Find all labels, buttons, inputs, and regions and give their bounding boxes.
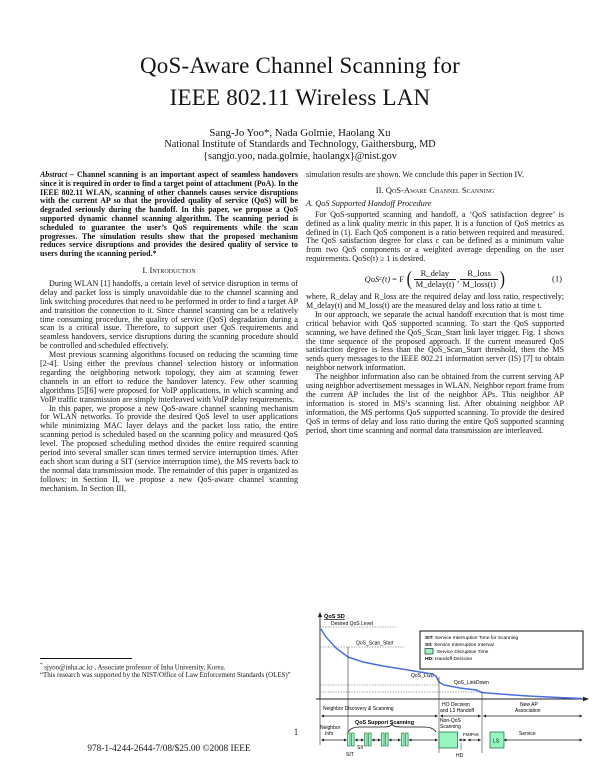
desired-qos-level-label: Desired QoS Level [331, 621, 373, 627]
abstract [40, 171, 298, 259]
section2a-paragraph-3: In our approach, we separate the actual handoff execution that is most time critical behavior with QoS supported scanning. To start the QoS supported scanning, we have defined the QoS_Scan_Start link layer trigger. Fig. 1 shows the time sequence of the proposed approach. If the current measured QoS satisfaction degree is less than the QoS_Scan_Start threshold, then the MS sends query messages to the IEEE 802.21 information server (IS) [7] to obtain neighbor network information. [306, 309, 564, 373]
legend-green-swatch [425, 649, 433, 655]
section2a-paragraph-4: The neighbor information also can be obtained from the current serving AP using neighbor advertisement messages in WLAN. Neighbor report frame from the current AP includes the list of the neighbor APs. This neighbor AP information is stored in MS’s scanning list. After obtaining neighbor AP information, the MS performs QoS supported scanning. To provide the desired QoS in terms of delay and loss ratio during the entire QoS supported scanning period, short time scanning and normal data transmission are interleaved. [306, 372, 564, 435]
footnote-rule [40, 658, 132, 659]
figure-1-svg [308, 607, 594, 773]
fraction-loss [460, 269, 497, 289]
qos-linkdown-label: QoS_LinkDown [454, 680, 489, 686]
equation-number: (1) [551, 273, 562, 284]
svg-text:HD: Handoff Decision: HD: Handoff Decision [425, 657, 473, 662]
author-block [0, 127, 600, 162]
hd-label: HD [456, 753, 464, 759]
abstract-text: Channel scanning is an important aspect of seamless handovers since it is required in order to find a target point of attachment (PoA). In the IEEE 802.11 WLAN, scanning of other channels causes service disruptions with the current AP so that the provided quality of service (QoS) will be degraded seriously during the handoff. In this paper, we propose a QoS supported dynamic channel scanning algorithm. The scanning period is scheduled to guarantee the user’s QoS requirements while the scan progresses. The simulation results show that the proposed mechanism reduces service disruptions and provides the desired quality of service to users during the scanning period.* [40, 170, 298, 259]
fraction-delay [414, 268, 460, 290]
phase3-label-a: New AP [520, 702, 538, 708]
footnote-line-2: “This research was supported by the NIST/Office of Law Enforcement Standards (OLES)” [40, 672, 291, 680]
equation-subscript: c [379, 275, 382, 282]
svg-text:SIT: Service Interruption Time: SIT: Service Interruption Time for Scanning [425, 636, 519, 641]
page-number: 1 [293, 727, 299, 737]
section2a-paragraph-1: For QoS-supported scanning and handoff, a ‘QoS satisfaction degree’ is defined as a link quality metric in this paper. It is a function of QoS metrics as defined in (1). Each QoS component is a ratio between required and measured. The QoS satisfaction degree for class c can be defined as a minimum value from two QoS components or a weighted average depending on the user requirements. QoSc(t) ≥ 1 is desired. [306, 209, 564, 264]
intro-paragraph-1: During WLAN [1] handoffs, a certain level of service disruption in terms of delay and packet loss is simply unavoidable due to the channel scanning and link switching procedures that need to be performed in order to find a target AP and transition the connection to it. Since channel scanning can be a relatively time consuming procedure, the quality of service (QoS) degradation during a scan is a critical issue. Therefore, to support user QoS requirements and seamless handovers, service disruptions during the scanning procedure should be controlled and scheduled effectively. [40, 278, 298, 351]
fmipv6-label: FMIPv6 [463, 732, 479, 737]
sii-label: SII [357, 745, 364, 751]
fraction-loss-numerator: R_loss [467, 268, 491, 279]
copyright-notice: 978-1-4244-2644-7/08/$25.00 ©2008 IEEE [87, 744, 251, 754]
y-axis-label [324, 614, 345, 620]
equation-comma: , [457, 273, 460, 284]
left-column [40, 171, 298, 494]
svg-text:SII: Service Interruption Inte: SII: Service Interruption Interval [425, 643, 494, 648]
right-column [306, 171, 564, 435]
non-qos-scanning-box [439, 732, 458, 748]
title-line-1: QoS-Aware Channel Scanning for [139, 53, 461, 78]
emails: {sangjo.yoo, nada.golmie, haolangx}@nist.gov [203, 150, 397, 162]
sit-label: SIT [346, 752, 354, 758]
neighbor-info-label-b: Info [325, 731, 334, 737]
footnote-line-1: sjyoo@inha.ac.kr , Associate professor of Inha University, Korea. [42, 664, 226, 672]
figure-legend [420, 631, 583, 669]
section2a-paragraph-2: where, R_delay and R_loss are the required delay and loss ratio, respectively; M_delay(t) and M_loss(t) are the measured delay and loss ratio at time t. [306, 291, 564, 310]
abstract-label: Abstract – [40, 170, 75, 179]
equation-lhs: QoS [364, 273, 380, 284]
intro-paragraph-3: In this paper, we propose a new QoS-aware channel scanning mechanism for WLAN networks. To provide the desired QoS level to user applications while minimizing MAC layer delays and the packet loss ratio, the entire scanning period is scheduled based on the scanning policy and measured QoS level. The proposed scheduling method divides the entire required scanning period into several smaller scan times termed service interruption times. After each short scan during a SIT (service interruption time), the MS reverts back to the normal data transmission mode. The remainder of this paper is organized as follows: in Section II, we propose a new QoS-aware channel scanning mechanism. In Section III, [40, 403, 298, 493]
footnote-block [40, 658, 298, 680]
continuation-paragraph: simulation results are shown. We conclude this paper in Section IV. [306, 170, 524, 179]
qos-lgd-label: QoS_LGD [411, 673, 435, 679]
authors: Sang-Jo Yoo*, Nada Golmie, Haolang Xu [209, 127, 391, 139]
svg-text:QoS SD: QoS SD [324, 614, 345, 620]
right-paren: ) [499, 268, 505, 291]
subsection-heading-handoff-procedure: A. QoS Supported Handoff Procedure [306, 198, 432, 208]
title-line-2: IEEE 802.11 Wireless LAN [169, 85, 431, 110]
service-label: Service [519, 731, 536, 737]
phase2-label-b: and L3 Handoff [440, 708, 475, 714]
fraction-loss-denominator: M_loss(t) [462, 279, 496, 290]
left-paren: ( [406, 268, 412, 291]
footnote-star: * [40, 663, 43, 668]
neighbor-info-label-a: Neighbor [320, 725, 341, 731]
svg-text:: Service Disruption Time: : Service Disruption Time [434, 650, 489, 655]
qos-scan-start-label: QoS_Scan_Start [356, 640, 394, 647]
paper-title [0, 50, 600, 114]
equation-arg: (t) [381, 273, 391, 284]
section-heading-qos-scanning: II. QoS-Aware Channel Scanning [375, 184, 495, 195]
equation-relation: = F [392, 273, 404, 284]
fraction-delay-denominator: M_delay(t) [415, 279, 455, 290]
phase-row [322, 702, 583, 716]
phase2-label-a: HO Decision [442, 702, 471, 708]
figure-1-time-sequence [308, 607, 594, 773]
affiliation: National Institute of Standards and Technology, Gaithersburg, MD [164, 139, 436, 150]
scanning-timeline [320, 718, 582, 759]
fraction-delay-numerator: R_delay [420, 268, 450, 279]
phase3-label-b: Association [515, 708, 541, 714]
non-qos-label-a: Non-QoS [440, 718, 461, 724]
intro-paragraph-2: Most previous scanning algorithms focused on reducing the scanning time [2-4]. Using either the previous channel selection history or information regarding the neighboring network topology, they aim at scanning fewer channels in an effort to reduce the handover latency. Few other scanning algorithms [5][6] were proposed for VoIP applications, in which scanning and VoIP traffic transmission are simply interleaved with VoIP delay requirements. [40, 350, 298, 404]
ls-label: LS [493, 738, 500, 745]
qos-support-scanning-label: QoS Support Scanning [355, 720, 414, 726]
section-heading-introduction: I. Introduction [142, 264, 196, 275]
non-qos-label-b: Scanning [440, 724, 461, 730]
phase1-label: Neighbor Discovery & Scanning [323, 706, 394, 712]
equation-1 [306, 269, 564, 289]
